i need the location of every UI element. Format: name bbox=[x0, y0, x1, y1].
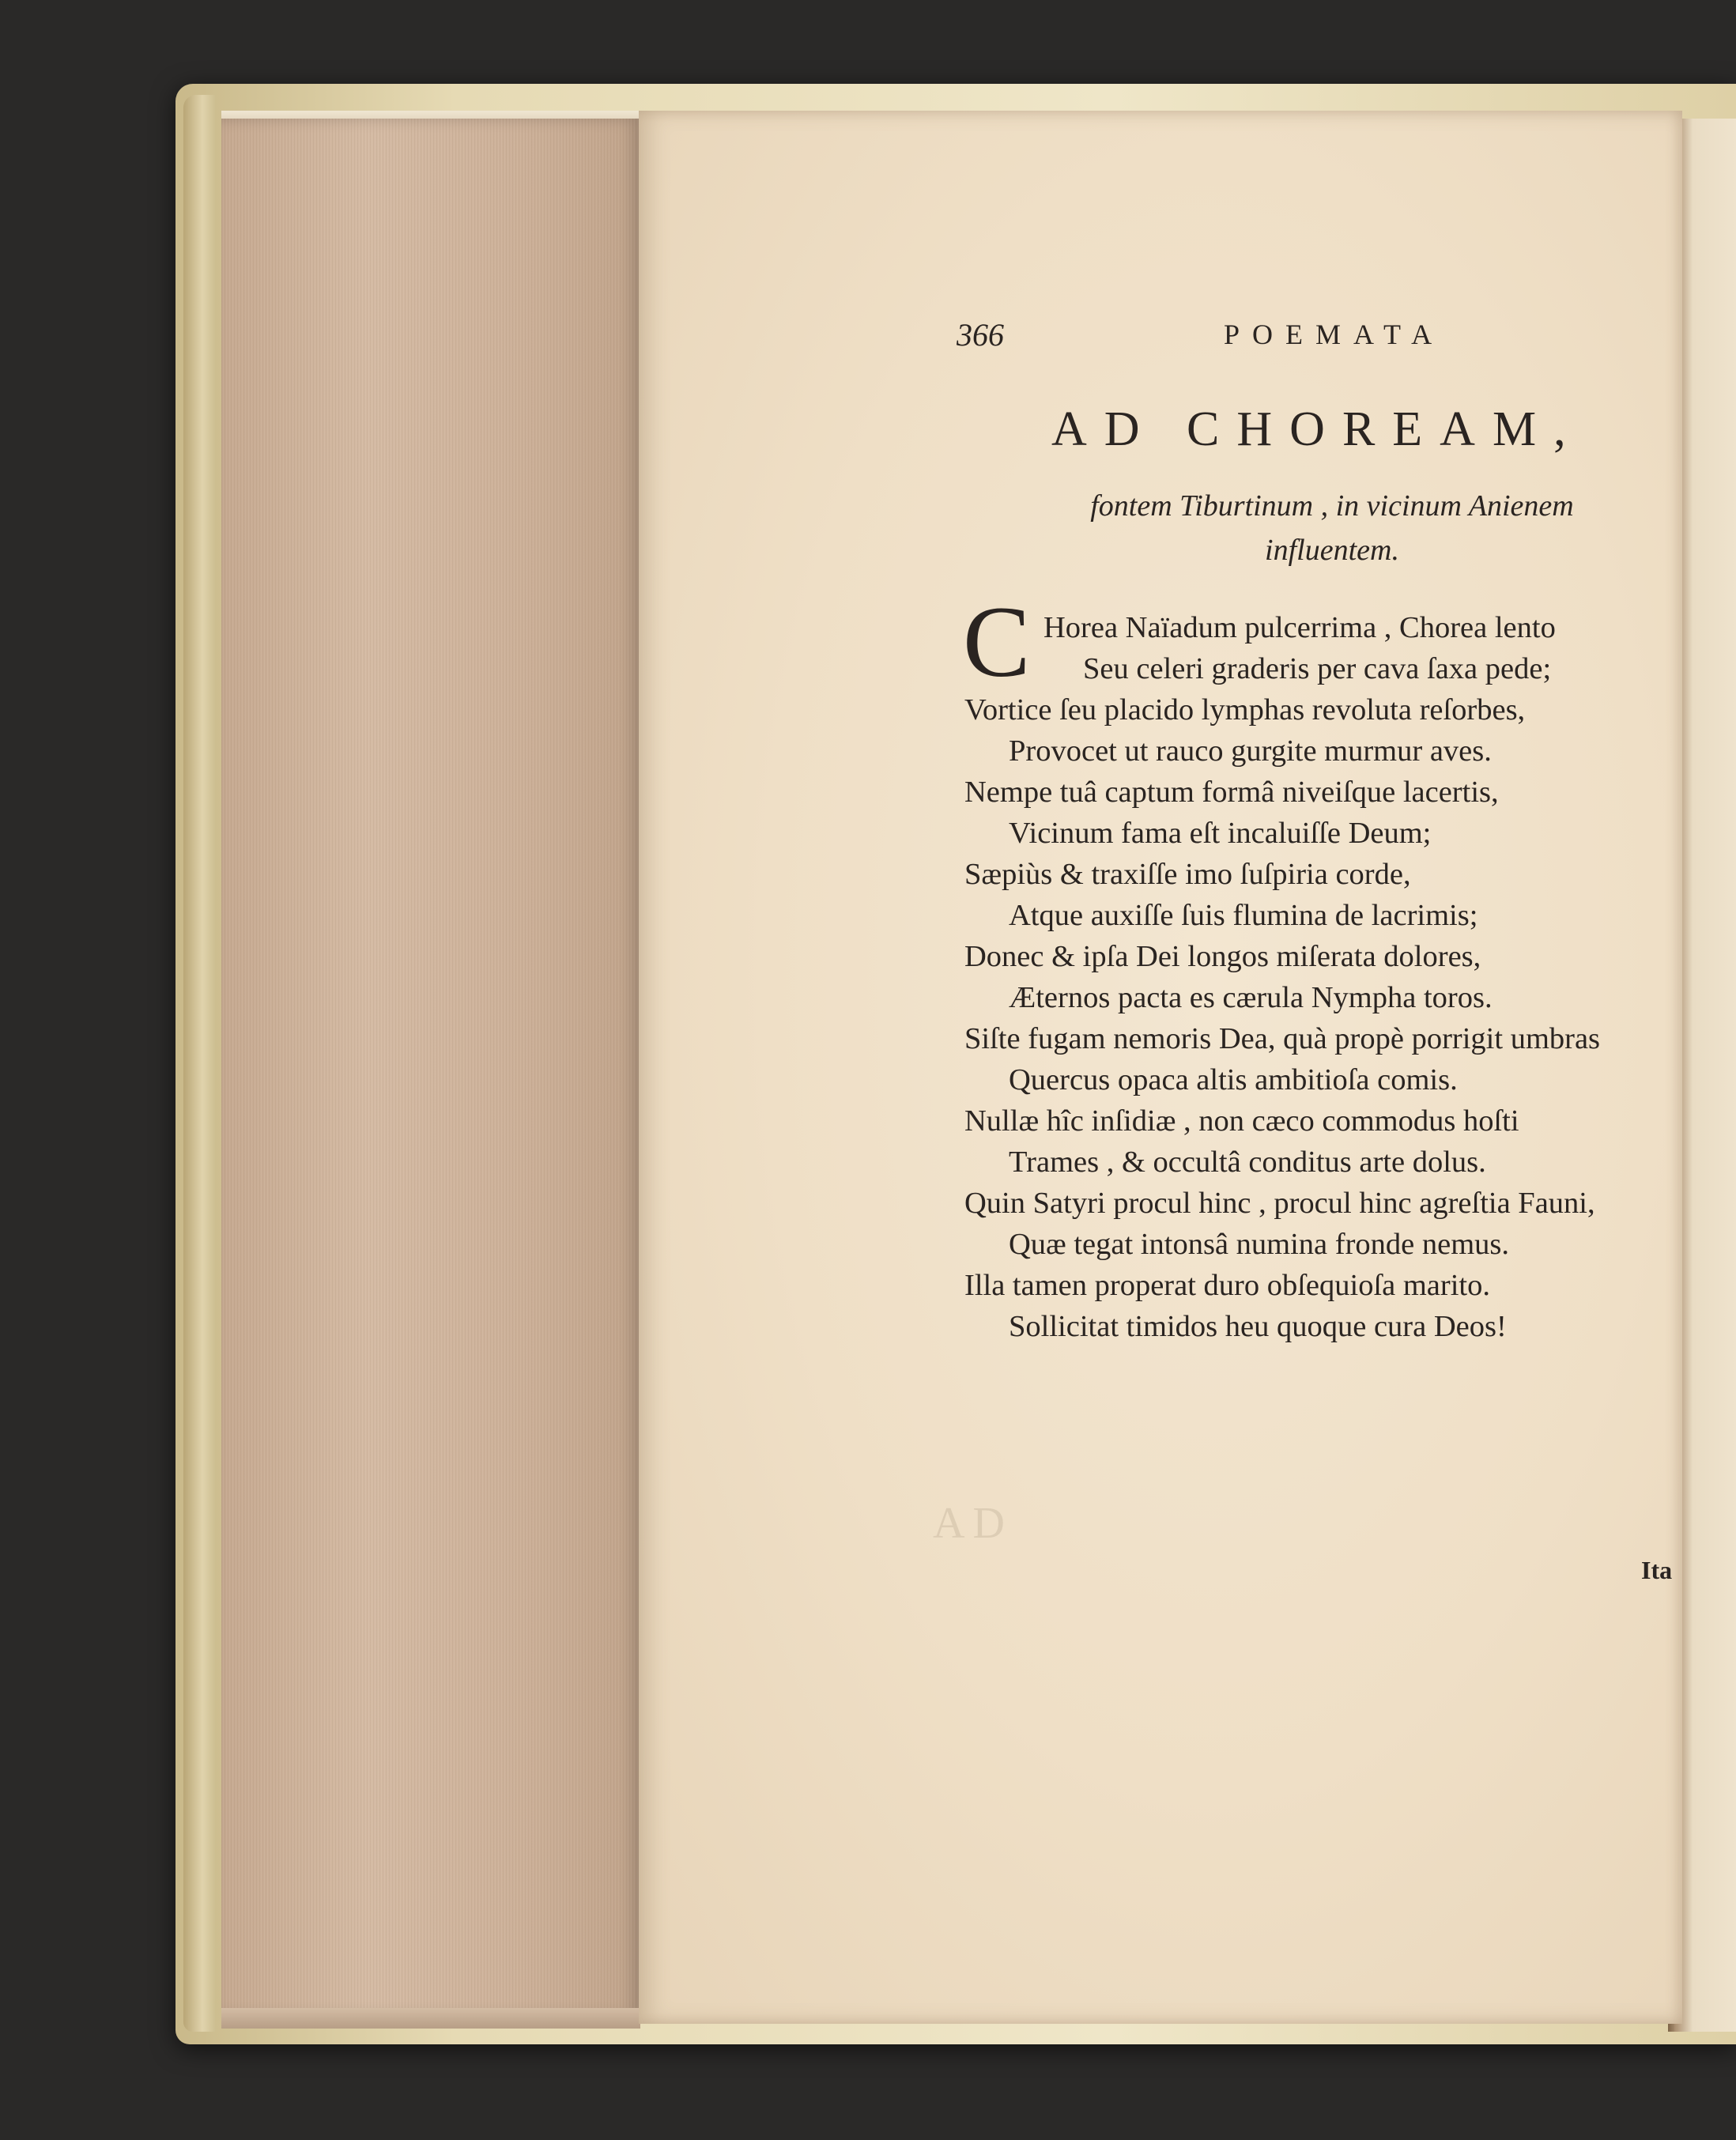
poem-title: AD CHOREAM, bbox=[1051, 402, 1583, 456]
verse-line: Vicinum fama eſt incaluiſſe Deum; bbox=[1009, 817, 1432, 850]
verse-line: Æternos pacta es cærula Nympha toros. bbox=[1009, 981, 1493, 1014]
poem-subtitle bbox=[988, 484, 1676, 572]
page-number: 366 bbox=[957, 317, 1004, 353]
verse-line: Seu celeri graderis per cava ſaxa pede; bbox=[1083, 652, 1552, 685]
verse-line: Illa tamen properat duro obſequioſa marito. bbox=[964, 1269, 1490, 1302]
verse-line: Quin Satyri procul hinc , procul hinc agreſtia Fauni, bbox=[964, 1187, 1595, 1220]
verse-line: Atque auxiſſe ſuis flumina de lacrimis; bbox=[1009, 899, 1478, 932]
subtitle-line: fontem Tiburtinum , in vicinum Anienem bbox=[1090, 489, 1574, 523]
subtitle-line: influentem. bbox=[1265, 534, 1399, 567]
verse-line: Trames , & occultâ conditus arte dolus. bbox=[1009, 1145, 1486, 1179]
running-title: POEMATA bbox=[1224, 319, 1445, 350]
verse-line: Donec & ipſa Dei longos miſerata dolores, bbox=[964, 940, 1481, 973]
verse-line: Provocet ut rauco gurgite murmur aves. bbox=[1009, 734, 1492, 768]
catchword: Ita bbox=[1641, 1556, 1673, 1584]
verse-line: Quercus opaca altis ambitioſa comis. bbox=[1009, 1063, 1458, 1096]
drop-capital: C bbox=[963, 586, 1031, 698]
show-through-text: AD bbox=[933, 1499, 1013, 1548]
verse-line: Vortice ſeu placido lymphas revoluta reſorbes, bbox=[964, 693, 1526, 727]
verse-line: Nempe tuâ captum formâ niveiſque lacertis, bbox=[964, 776, 1499, 809]
verse-line: Quæ tegat intonsâ numina fronde nemus. bbox=[1009, 1228, 1509, 1261]
running-head bbox=[957, 316, 1510, 364]
binding-edge bbox=[183, 95, 215, 2032]
verse-line: Horea Naïadum pulcerrima , Chorea lento bbox=[1043, 611, 1556, 644]
page-block-fore-edge bbox=[221, 119, 640, 2016]
verse-line: Sæpiùs & traxiſſe imo ſuſpiria corde, bbox=[964, 858, 1411, 891]
verse-line: Sollicitat timidos heu quoque cura Deos! bbox=[1009, 1310, 1507, 1343]
verse-line: Nullæ hîc inſidiæ , non cæco commodus hoſti bbox=[964, 1104, 1519, 1138]
verse-line: Siſte fugam nemoris Dea, quà propè porrigit umbras bbox=[964, 1022, 1601, 1055]
page-block-bottom bbox=[221, 2008, 640, 2029]
